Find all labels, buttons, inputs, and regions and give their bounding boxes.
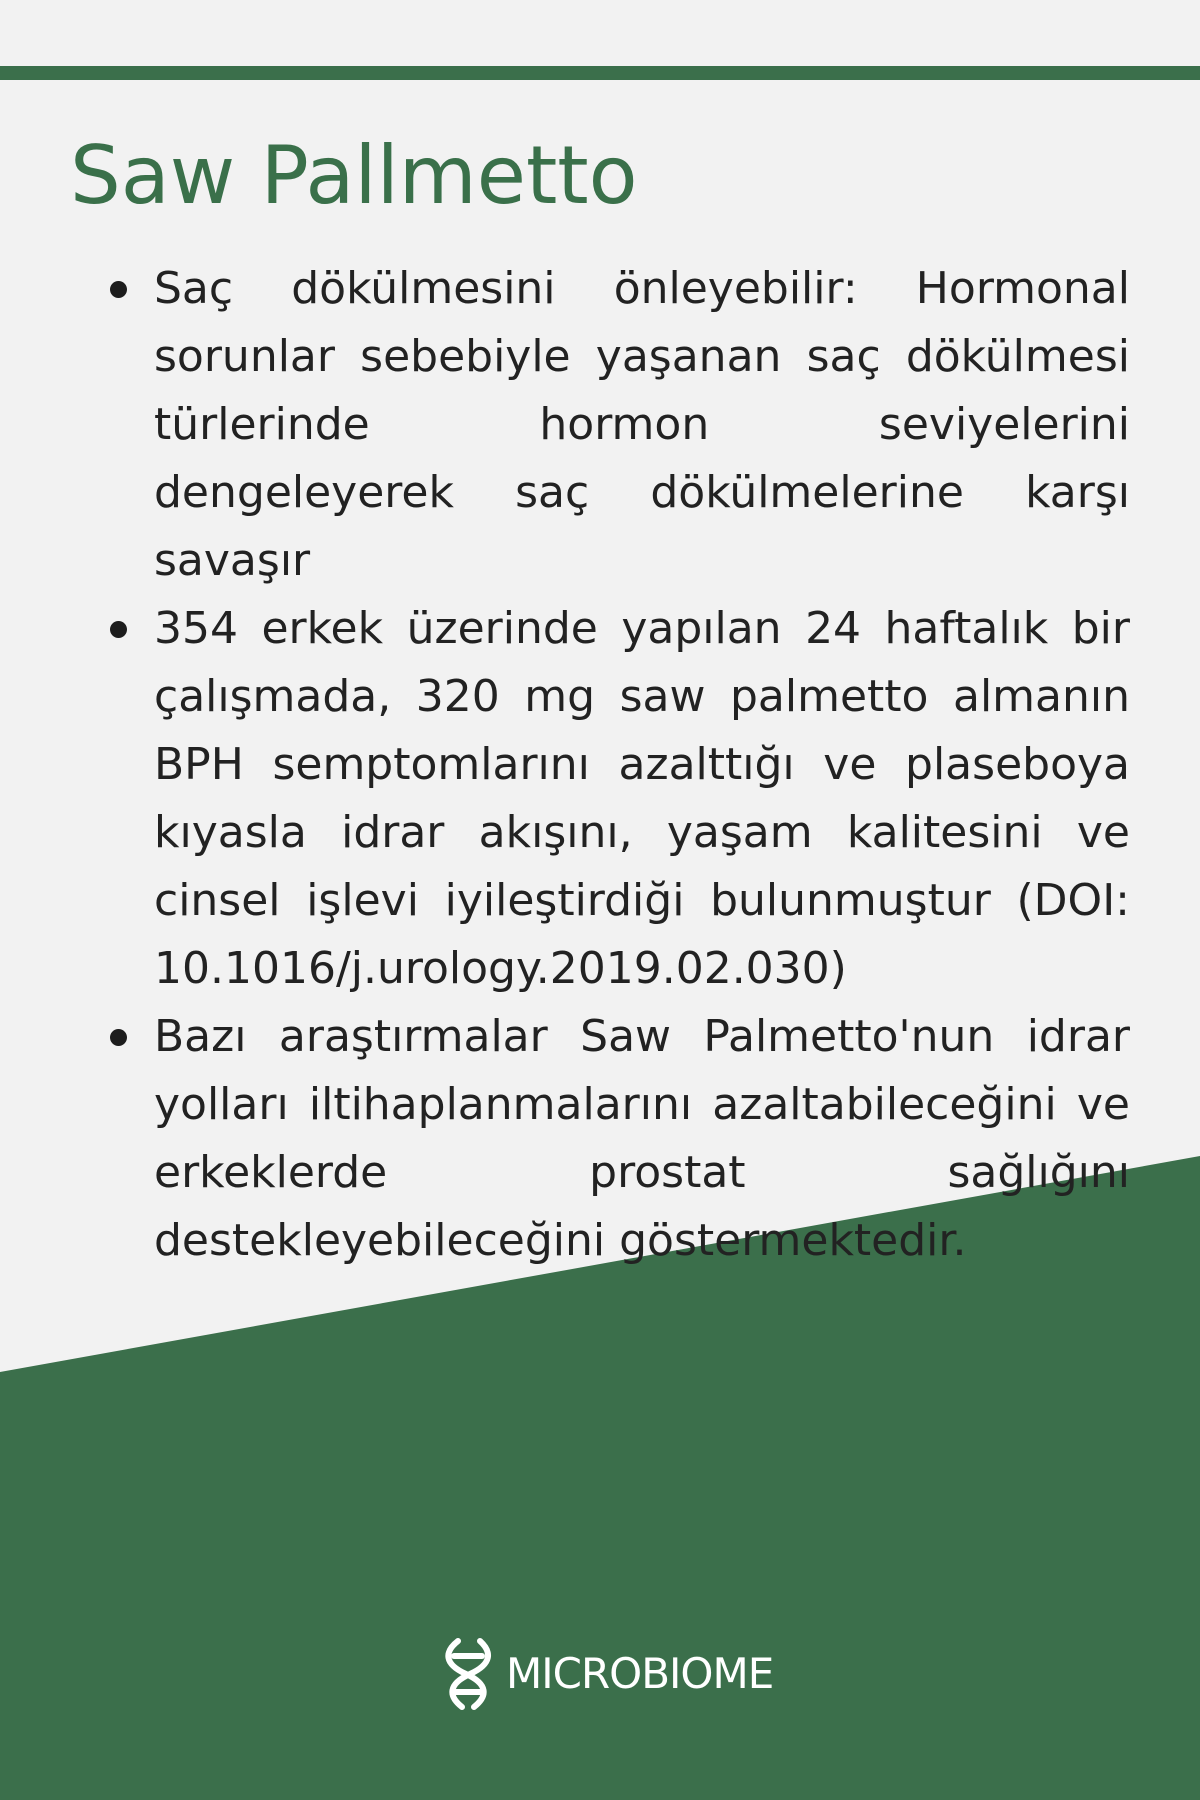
bullet-item-prostate: [100, 1003, 1130, 1275]
bullet-item-hair-loss: [100, 255, 1130, 595]
bullet-dot-icon: [110, 621, 127, 638]
bullet-dot-icon: [110, 1029, 127, 1046]
page-title: Saw Pallmetto: [70, 129, 638, 222]
bullet-dot-icon: [110, 281, 127, 298]
bullet-text: Saç dökülmesini önleyebilir: Hormonal sorunlar sebebiyle yaşanan saç dökülmesi türlerinde hormon seviyelerini dengeleyerek saç dökülmelerine karşı savaşır: [154, 263, 1130, 586]
dna-helix-icon: [436, 1636, 500, 1712]
bullet-text: Bazı araştırmalar Saw Palmetto'nun idrar yolları iltihaplanmalarını azaltabileceğini ve erkeklerde prostat sağlığını destekleyebileceğini göstermektedir.: [154, 1011, 1130, 1266]
bullet-list: [100, 255, 1130, 1275]
bullet-text: 354 erkek üzerinde yapılan 24 haftalık bir çalışmada, 320 mg saw palmetto almanın BPH semptomlarını azalttığı ve plaseboya kıyasla idrar akışını, yaşam kalitesini ve cinsel işlevi iyileştirdiği bulunmuştur (DOI: 10.1016/j.urology.2019.02.030): [154, 603, 1130, 994]
top-accent-bar: [0, 66, 1200, 80]
logo-text: MICROBIOME: [506, 1649, 774, 1698]
microbiome-logo: [436, 1636, 773, 1712]
bullet-item-study: [100, 595, 1130, 1003]
